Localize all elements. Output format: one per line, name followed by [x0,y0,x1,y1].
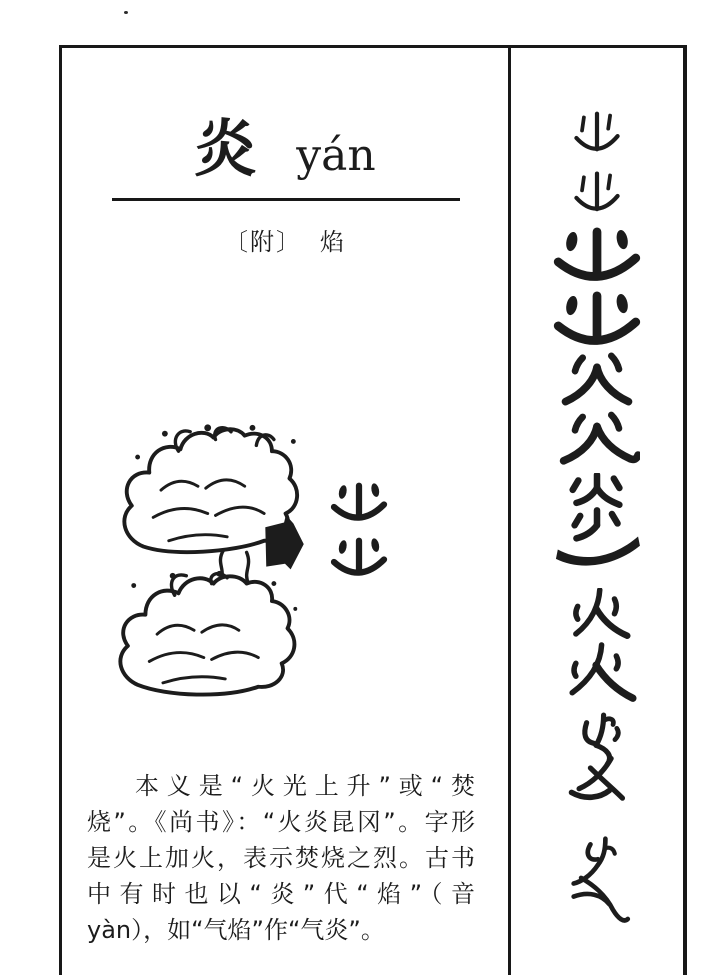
definition-line: yàn），如“气焰”作“气炎”。 [87,916,385,944]
oracle-bone-script-glyph-icon [568,108,626,226]
seal-script-glyph-icon [554,352,640,478]
definition-paragraph [87,768,475,948]
etymology-illustration [62,420,508,724]
definition-line: 中有时也以“炎”代“焰”（音 [87,880,475,908]
definition-line: 烧”。《尚书》：“火炎昆冈”。字形 [87,808,475,836]
ancient-fire-stacked-glyph-icon [330,482,388,592]
semi-cursive-script-glyph-icon [564,711,630,823]
headword-character: 炎 [194,112,257,185]
scan-speck [124,11,128,14]
title-divider-rule [112,198,460,201]
script-evolution-column [511,45,687,975]
entry-panel [59,45,511,975]
entry-title-row [62,112,508,185]
right-arrow-icon [262,515,308,575]
regular-script-glyph-icon [555,588,639,712]
pinyin-label: yán [296,130,376,181]
clerical-script-glyph-icon [549,473,645,585]
attached-characters-row [62,222,508,257]
definition-line: 是火上加火，表示焚烧之烈。古书 [87,844,475,872]
bronze-script-glyph-icon [552,227,642,355]
attached-character: 焰 [320,228,346,256]
attached-label: 〔附〕 [224,228,302,256]
cursive-script-glyph-icon [561,835,633,947]
definition-line: 本义是“火光上升”或“焚 [135,772,475,800]
